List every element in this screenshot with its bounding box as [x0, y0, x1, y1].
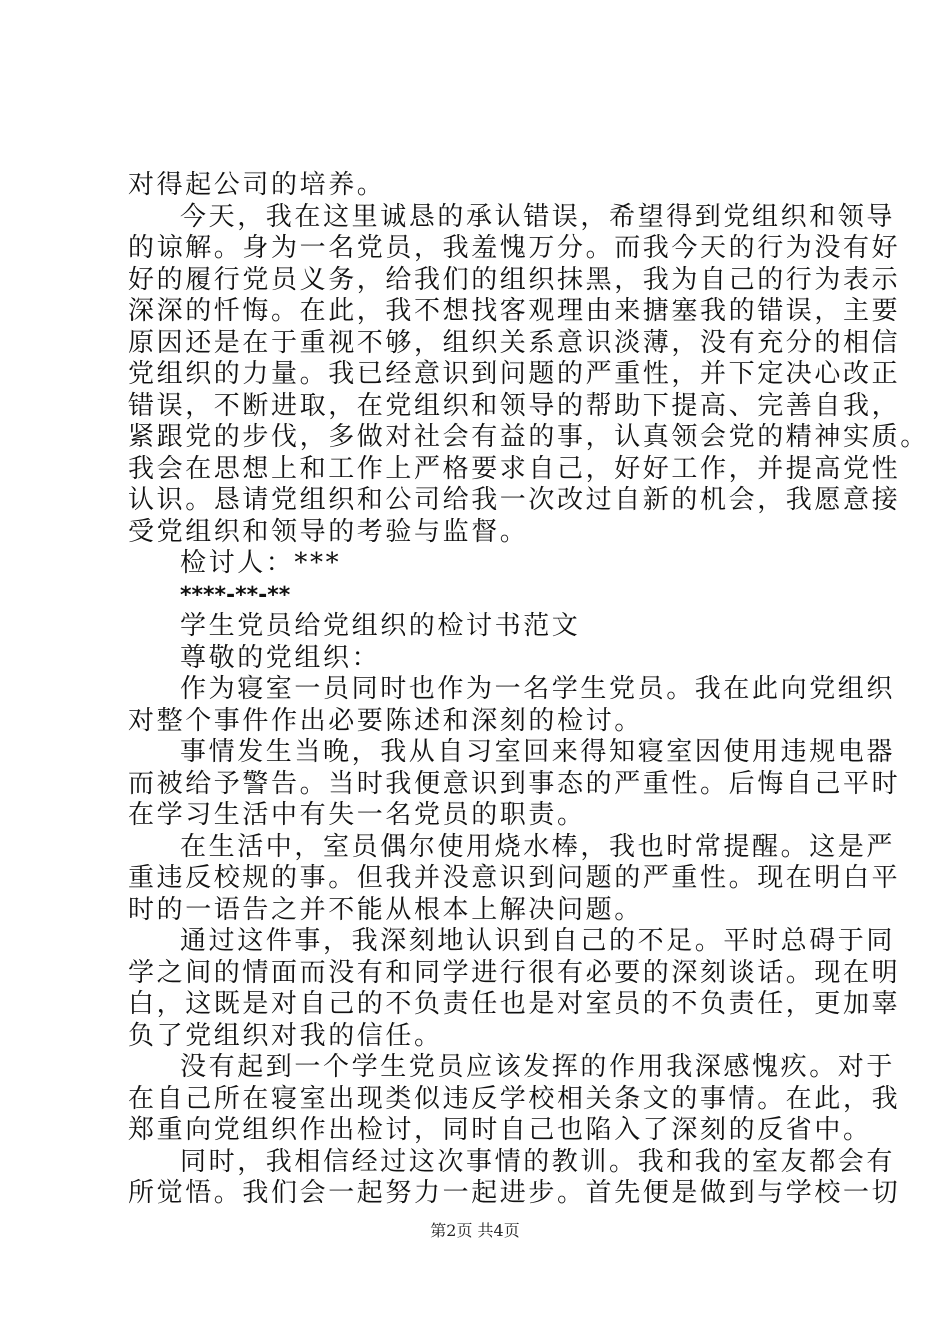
text-line: 对整个事件作出必要陈述和深刻的检讨。	[128, 705, 643, 736]
text-line: 在学习生活中有失一名党员的职责。	[128, 800, 586, 830]
text-line: 紧跟党的步伐，多做对社会有益的事，认真领会党的精神实质。	[128, 422, 929, 452]
text-line: 在生活中，室员偶尔使用烧水棒，我也时常提醒。这是严	[180, 831, 896, 862]
text-line: 的谅解。身为一名党员，我羞愧万分。而我今天的行为没有好	[128, 233, 901, 263]
text-line: 郑重向党组织作出检讨，同时自己也陷入了深刻的反省中。	[128, 1115, 872, 1145]
text-line: 时的一语告之并不能从根本上解决问题。	[128, 894, 643, 925]
text-line: 重违反校规的事。但我并没意识到问题的严重性。现在明白平	[128, 863, 901, 893]
text-line: 原因还是在于重视不够，组织关系意识淡薄，没有充分的相信	[128, 327, 901, 358]
text-line: 好的履行党员义务，给我们的组织抹黑，我为自己的行为表示	[128, 264, 901, 295]
text-line: 而被给予警告。当时我便意识到事态的严重性。后悔自己平时	[128, 768, 901, 799]
text-line: 同时，我相信经过这次事情的教训。我和我的室友都会有	[180, 1146, 896, 1177]
text-line: 对得起公司的培养。	[128, 170, 386, 200]
text-line: 作为寝室一员同时也作为一名学生党员。我在此向党组织	[180, 674, 896, 704]
document-body	[128, 170, 929, 1210]
date-line: ****-**-**	[180, 582, 291, 608]
text-line: 学之间的情面而没有和同学进行很有必要的深刻谈话。现在明	[128, 957, 901, 988]
text-line: 在自己所在寝室出现类似违反学校相关条文的事情。在此，我	[128, 1083, 901, 1114]
text-line: 负了党组织对我的信任。	[128, 1020, 443, 1051]
text-line: 事情发生当晚，我从自习室回来得知寝室因使用违规电器	[180, 737, 896, 767]
text-line: 深深的忏悔。在此，我不想找客观理由来搪塞我的错误，主要	[128, 296, 901, 326]
section-title: 学生党员给党组织的检讨书范文	[180, 611, 581, 641]
text-line: 白，这既是对自己的不负责任也是对室员的不负责任，更加辜	[128, 989, 901, 1019]
text-line: 我会在思想上和工作上严格要求自己，好好工作，并提高党性	[128, 453, 901, 484]
page-number-footer: 第2页 共4页	[430, 1221, 520, 1240]
text-line: 所觉悟。我们会一起努力一起进步。首先便是做到与学校一切	[128, 1178, 901, 1208]
signature-line: 检讨人：***	[180, 548, 342, 578]
text-line: 今天，我在这里诚恳的承认错误，希望得到党组织和领导	[180, 201, 896, 232]
text-line: 错误，不断进取，在党组织和领导的帮助下提高、完善自我，	[128, 390, 901, 421]
text-line: 没有起到一个学生党员应该发挥的作用我深感愧疚。对于	[180, 1052, 896, 1082]
text-line: 通过这件事，我深刻地认识到自己的不足。平时总碍于同	[180, 926, 896, 956]
text-line: 受党组织和领导的考验与监督。	[128, 516, 529, 547]
text-line: 党组织的力量。我已经意识到问题的严重性，并下定决心改正	[128, 359, 901, 389]
text-line: 认识。恳请党组织和公司给我一次改过自新的机会，我愿意接	[128, 485, 901, 515]
salutation: 尊敬的党组织：	[180, 642, 381, 673]
